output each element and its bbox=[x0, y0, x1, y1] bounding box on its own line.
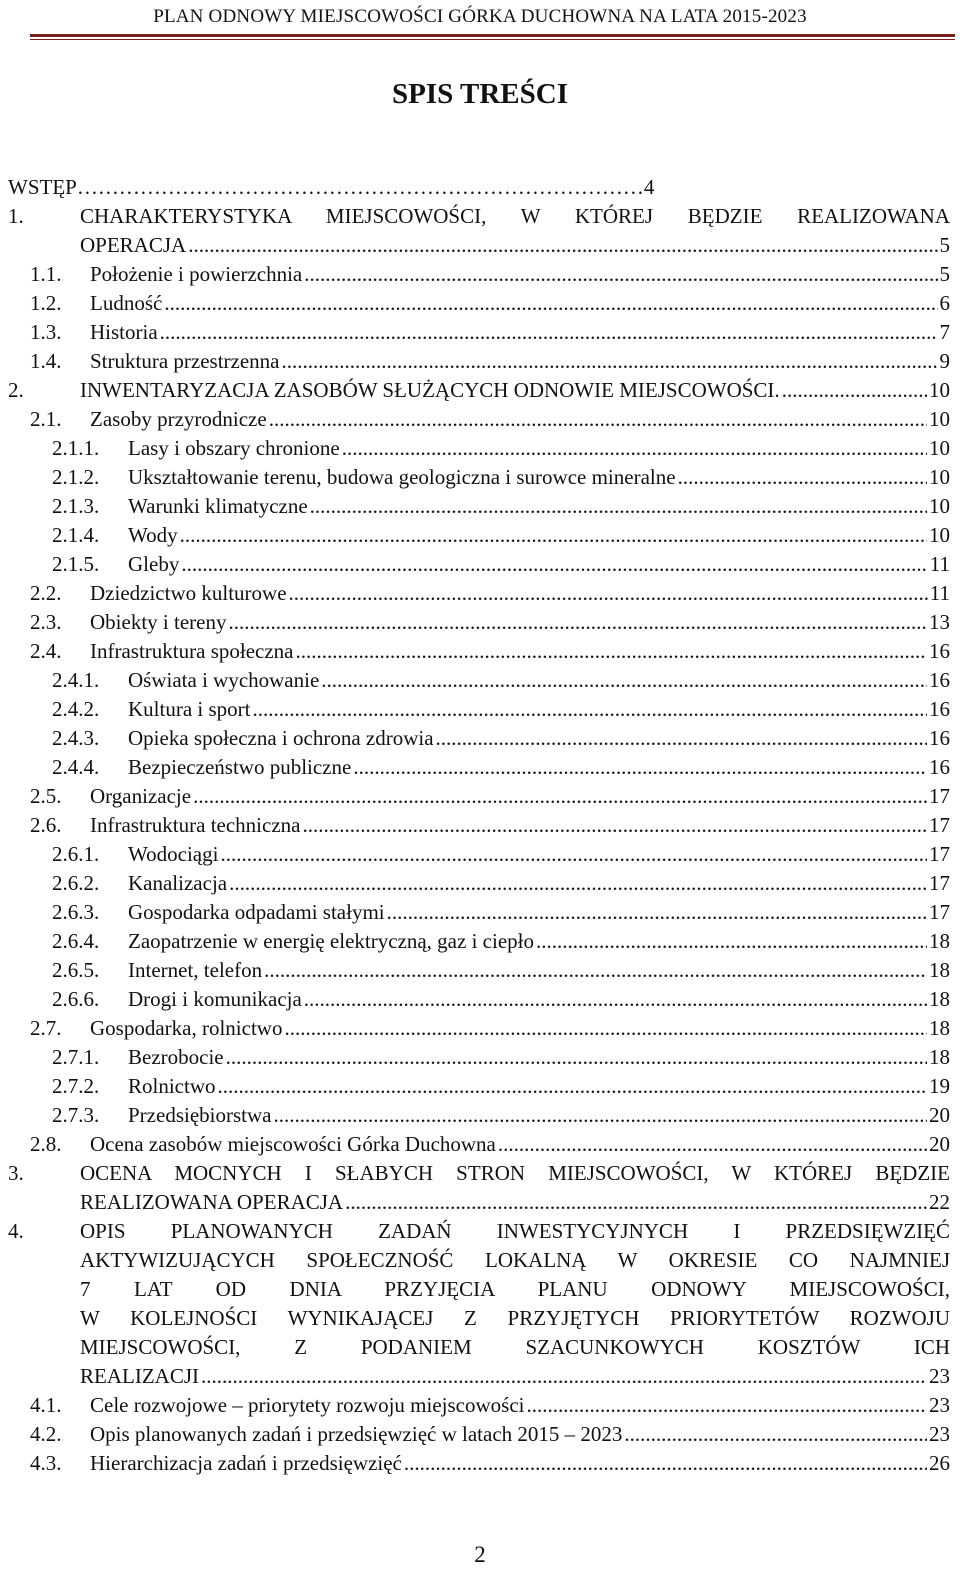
toc-entry-page: 16 bbox=[929, 668, 950, 692]
toc-entry-page: 10 bbox=[929, 436, 950, 460]
toc-entry-page: 17 bbox=[929, 842, 950, 866]
toc-entry-text: Przedsiębiorstwa bbox=[128, 1103, 272, 1127]
dot-leader bbox=[226, 1043, 927, 1072]
toc-entry-text: Wodociągi bbox=[128, 842, 219, 866]
toc-entry-text: Opieka społeczna i ochrona zdrowia bbox=[128, 726, 434, 750]
dot-leader bbox=[387, 898, 927, 927]
toc-entry-text: Położenie i powierzchnia bbox=[90, 262, 303, 286]
dot-leader bbox=[304, 985, 927, 1014]
toc-entry-number: 2.4.1. bbox=[52, 668, 100, 692]
toc-entry-number: 2.1.4. bbox=[52, 523, 100, 547]
table-of-contents bbox=[8, 173, 950, 1478]
toc-entry-page: 16 bbox=[929, 639, 950, 663]
toc-entry[interactable] bbox=[8, 260, 950, 289]
toc-entry[interactable] bbox=[8, 376, 950, 405]
toc-entry-text: Historia bbox=[90, 320, 158, 344]
toc-entry-text: Gospodarka odpadami stałymi bbox=[128, 900, 385, 924]
dot-leader bbox=[282, 347, 938, 376]
toc-entry[interactable] bbox=[8, 1217, 950, 1391]
toc-entry-text: Ukształtowanie terenu, budowa geologiczna i surowce mineralne bbox=[128, 465, 676, 489]
toc-entry-page: 17 bbox=[929, 900, 950, 924]
toc-entry[interactable] bbox=[8, 1420, 950, 1449]
dot-leader bbox=[624, 1420, 927, 1449]
toc-entry-page: 10 bbox=[929, 407, 950, 431]
toc-entry[interactable] bbox=[8, 550, 950, 579]
toc-entry-page: 20 bbox=[929, 1132, 950, 1156]
toc-entry-number: 2.8. bbox=[30, 1132, 62, 1156]
toc-entry[interactable] bbox=[8, 173, 950, 202]
toc-entry-text: Ocena zasobów miejscowości Górka Duchowna bbox=[90, 1132, 496, 1156]
toc-entry[interactable] bbox=[8, 521, 950, 550]
toc-entry-page: 17 bbox=[929, 784, 950, 808]
toc-entry-number: 2.5. bbox=[30, 784, 62, 808]
toc-entry[interactable] bbox=[8, 666, 950, 695]
toc-entry-page: 11 bbox=[929, 552, 950, 576]
toc-entry-number: 2.7.2. bbox=[52, 1074, 100, 1098]
toc-entry-text: OPERACJA bbox=[80, 233, 187, 257]
toc-entry-text: Lasy i obszary chronione bbox=[128, 436, 340, 460]
toc-entry-number: 2.6.6. bbox=[52, 987, 100, 1011]
toc-entry-page: 17 bbox=[929, 871, 950, 895]
toc-entry-number: 1.4. bbox=[30, 349, 62, 373]
toc-entry-text: WSTĘP………………………………………………………………………4 bbox=[8, 175, 655, 199]
toc-entry-page: 10 bbox=[929, 378, 950, 402]
toc-entry-number: 2.1.3. bbox=[52, 494, 100, 518]
toc-entry-number: 2.1. bbox=[30, 407, 62, 431]
toc-entry-page: 16 bbox=[929, 755, 950, 779]
dot-leader bbox=[321, 666, 927, 695]
toc-entry-page: 16 bbox=[929, 697, 950, 721]
toc-entry-number: 4.3. bbox=[30, 1451, 62, 1475]
toc-entry-text: Dziedzictwo kulturowe bbox=[90, 581, 287, 605]
dot-leader bbox=[180, 521, 927, 550]
toc-entry[interactable] bbox=[8, 492, 950, 521]
toc-entry-page: 23 bbox=[929, 1422, 950, 1446]
toc-entry-number: 2.2. bbox=[30, 581, 62, 605]
toc-entry-number: 2.4.3. bbox=[52, 726, 100, 750]
toc-entry-page: 18 bbox=[929, 929, 950, 953]
toc-entry-text: Bezpieczeństwo publiczne bbox=[128, 755, 352, 779]
toc-entry-page: 18 bbox=[929, 1045, 950, 1069]
toc-entry[interactable] bbox=[8, 1159, 950, 1217]
toc-entry-number: 2.6.5. bbox=[52, 958, 100, 982]
dot-leader bbox=[164, 289, 937, 318]
toc-entry[interactable] bbox=[8, 985, 950, 1014]
toc-entry[interactable] bbox=[8, 782, 950, 811]
toc-entry[interactable] bbox=[8, 1014, 950, 1043]
toc-entry[interactable] bbox=[8, 724, 950, 753]
toc-entry-text: Ludność bbox=[90, 291, 163, 315]
dot-leader bbox=[228, 608, 927, 637]
toc-entry-page: 22 bbox=[929, 1190, 950, 1214]
toc-entry-page: 16 bbox=[929, 726, 950, 750]
toc-entry-number: 2.7. bbox=[30, 1016, 62, 1040]
toc-entry-text: Struktura przestrzenna bbox=[90, 349, 280, 373]
toc-entry-text: INWENTARYZACJA ZASOBÓW SŁUŻĄCYCH ODNOWIE MIEJSCOWOŚCI. bbox=[80, 378, 780, 402]
toc-entry-number: 2.7.1. bbox=[52, 1045, 100, 1069]
toc-entry-page: 18 bbox=[929, 958, 950, 982]
toc-entry-text-line: OCENA MOCNYCH I SŁABYCH STRON MIEJSCOWOŚCI, W KTÓREJ BĘDZIE bbox=[80, 1161, 950, 1185]
toc-entry[interactable] bbox=[8, 956, 950, 985]
toc-entry-text: REALIZACJI bbox=[80, 1364, 199, 1388]
toc-entry-page: 5 bbox=[939, 233, 950, 257]
toc-entry[interactable] bbox=[8, 1130, 950, 1159]
toc-entry-number: 2.6.1. bbox=[52, 842, 100, 866]
dot-leader bbox=[273, 1101, 927, 1130]
toc-entry-number: 2. bbox=[8, 378, 24, 402]
dot-leader bbox=[229, 869, 927, 898]
header-rule-thin bbox=[30, 39, 955, 40]
toc-entry[interactable] bbox=[8, 1391, 950, 1420]
dot-leader bbox=[353, 753, 927, 782]
dot-leader bbox=[302, 811, 927, 840]
toc-entry-number: 2.1.1. bbox=[52, 436, 100, 460]
toc-entry-page: 23 bbox=[929, 1393, 950, 1417]
header-rule-thick bbox=[30, 34, 955, 37]
toc-entry-number: 2.6. bbox=[30, 813, 62, 837]
toc-entry-text: Infrastruktura społeczna bbox=[90, 639, 294, 663]
dot-leader bbox=[342, 434, 927, 463]
toc-entry-text: Zaopatrzenie w energię elektryczną, gaz i ciepło bbox=[128, 929, 534, 953]
toc-entry[interactable] bbox=[8, 898, 950, 927]
toc-entry[interactable] bbox=[8, 637, 950, 666]
dot-leader bbox=[536, 927, 927, 956]
toc-entry-text: Zasoby przyrodnicze bbox=[90, 407, 267, 431]
toc-entry-number: 2.4.2. bbox=[52, 697, 100, 721]
toc-entry-text: Gleby bbox=[128, 552, 180, 576]
toc-entry[interactable] bbox=[8, 1449, 950, 1478]
dot-leader bbox=[218, 1072, 928, 1101]
toc-title: SPIS TREŚCI bbox=[392, 78, 568, 110]
dot-leader bbox=[782, 376, 927, 405]
toc-entry-number: 1.1. bbox=[30, 262, 62, 286]
toc-entry[interactable] bbox=[8, 202, 950, 260]
toc-entry-number: 1. bbox=[8, 204, 24, 228]
toc-entry-page: 10 bbox=[929, 465, 950, 489]
toc-entry-text-line: 7 LAT OD DNIA PRZYJĘCIA PLANU ODNOWY MIEJSCOWOŚCI, bbox=[80, 1277, 950, 1301]
toc-entry-number: 4.1. bbox=[30, 1393, 62, 1417]
toc-entry[interactable] bbox=[8, 463, 950, 492]
toc-entry-page: 6 bbox=[939, 291, 950, 315]
page-number: 2 bbox=[474, 1542, 486, 1567]
dot-leader bbox=[220, 840, 927, 869]
toc-entry[interactable] bbox=[8, 579, 950, 608]
dot-leader bbox=[264, 956, 927, 985]
toc-entry-text: Cele rozwojowe – priorytety rozwoju miejscowości bbox=[90, 1393, 525, 1417]
toc-entry-text: Hierarchizacja zadań i przedsięwzięć bbox=[90, 1451, 402, 1475]
toc-entry-number: 2.3. bbox=[30, 610, 62, 634]
dot-leader bbox=[526, 1391, 927, 1420]
toc-entry-text: Wody bbox=[128, 523, 178, 547]
toc-entry[interactable] bbox=[8, 1072, 950, 1101]
toc-entry-text: Infrastruktura techniczna bbox=[90, 813, 301, 837]
toc-entry-number: 4.2. bbox=[30, 1422, 62, 1446]
toc-entry-page: 7 bbox=[939, 320, 950, 344]
toc-entry-number: 2.4.4. bbox=[52, 755, 100, 779]
dot-leader bbox=[310, 492, 927, 521]
toc-entry-page: 9 bbox=[939, 349, 950, 373]
dot-leader bbox=[188, 231, 937, 260]
running-header: PLAN ODNOWY MIEJSCOWOŚCI GÓRKA DUCHOWNA NA LATA 2015-2023 bbox=[153, 6, 807, 27]
toc-entry[interactable] bbox=[8, 753, 950, 782]
toc-entry-number: 3. bbox=[8, 1161, 24, 1185]
toc-entry-page: 23 bbox=[929, 1364, 950, 1388]
toc-entry-page: 17 bbox=[929, 813, 950, 837]
toc-entry-text-line: OPIS PLANOWANYCH ZADAŃ INWESTYCYJNYCH I PRZEDSIĘWZIĘĆ bbox=[80, 1219, 950, 1243]
dot-leader bbox=[160, 318, 938, 347]
toc-entry-number: 2.1.2. bbox=[52, 465, 100, 489]
dot-leader bbox=[252, 695, 927, 724]
toc-entry-number: 2.6.2. bbox=[52, 871, 100, 895]
toc-entry[interactable] bbox=[8, 434, 950, 463]
toc-entry[interactable] bbox=[8, 608, 950, 637]
dot-leader bbox=[404, 1449, 927, 1478]
toc-entry-text: Opis planowanych zadań i przedsięwzięć w latach 2015 – 2023 bbox=[90, 1422, 623, 1446]
dot-leader bbox=[269, 405, 927, 434]
toc-entry-page: 5 bbox=[939, 262, 950, 286]
toc-entry-number: 2.1.5. bbox=[52, 552, 100, 576]
toc-entry[interactable] bbox=[8, 1043, 950, 1072]
toc-entry-page: 19 bbox=[929, 1074, 950, 1098]
dot-leader bbox=[296, 637, 928, 666]
toc-entry-text-line: MIEJSCOWOŚCI, Z PODANIEM SZACUNKOWYCH KOSZTÓW ICH bbox=[80, 1335, 950, 1359]
toc-entry-page: 10 bbox=[929, 523, 950, 547]
toc-entry[interactable] bbox=[8, 927, 950, 956]
toc-entry[interactable] bbox=[8, 405, 950, 434]
toc-entry-number: 2.4. bbox=[30, 639, 62, 663]
toc-entry-number: 2.7.3. bbox=[52, 1103, 100, 1127]
toc-entry[interactable] bbox=[8, 695, 950, 724]
toc-entry-text: Kanalizacja bbox=[128, 871, 228, 895]
dot-leader bbox=[304, 260, 937, 289]
toc-entry-text: Oświata i wychowanie bbox=[128, 668, 320, 692]
toc-entry-number: 1.3. bbox=[30, 320, 62, 344]
toc-entry-text: Bezrobocie bbox=[128, 1045, 224, 1069]
toc-entry-text: Organizacje bbox=[90, 784, 192, 808]
toc-entry[interactable] bbox=[8, 869, 950, 898]
toc-entry-page: 20 bbox=[929, 1103, 950, 1127]
toc-entry[interactable] bbox=[8, 289, 950, 318]
dot-leader bbox=[289, 579, 928, 608]
toc-entry-text-line: W KOLEJNOŚCI WYNIKAJĄCEJ Z PRZYJĘTYCH PRIORYTETÓW ROZWOJU bbox=[80, 1306, 950, 1330]
toc-entry[interactable] bbox=[8, 318, 950, 347]
dot-leader bbox=[193, 782, 927, 811]
toc-entry-text: Rolnictwo bbox=[128, 1074, 216, 1098]
toc-entry-text: Drogi i komunikacja bbox=[128, 987, 302, 1011]
toc-entry-page: 26 bbox=[929, 1451, 950, 1475]
toc-entry[interactable] bbox=[8, 840, 950, 869]
dot-leader bbox=[436, 724, 927, 753]
toc-entry-text: Kultura i sport bbox=[128, 697, 251, 721]
toc-entry-number: 2.6.3. bbox=[52, 900, 100, 924]
toc-entry-page: 13 bbox=[929, 610, 950, 634]
toc-entry-text: REALIZOWANA OPERACJA bbox=[80, 1190, 344, 1214]
toc-entry-number: 1.2. bbox=[30, 291, 62, 315]
dot-leader bbox=[201, 1362, 927, 1391]
toc-entry-number: 2.6.4. bbox=[52, 929, 100, 953]
toc-entry[interactable] bbox=[8, 811, 950, 840]
dot-leader bbox=[678, 463, 927, 492]
toc-entry-page: 18 bbox=[929, 987, 950, 1011]
dot-leader bbox=[345, 1188, 927, 1217]
toc-entry-text: Warunki klimatyczne bbox=[128, 494, 308, 518]
toc-entry-page: 18 bbox=[929, 1016, 950, 1040]
dot-leader bbox=[284, 1014, 927, 1043]
toc-entry[interactable] bbox=[8, 1101, 950, 1130]
dot-leader bbox=[498, 1130, 927, 1159]
dot-leader bbox=[181, 550, 927, 579]
toc-entry-text-line: CHARAKTERYSTYKA MIEJSCOWOŚCI, W KTÓREJ BĘDZIE REALIZOWANA bbox=[80, 204, 950, 228]
toc-entry-text-line: AKTYWIZUJĄCYCH SPOŁECZNOŚĆ LOKALNĄ W OKRESIE CO NAJMNIEJ bbox=[80, 1248, 950, 1272]
toc-entry[interactable] bbox=[8, 347, 950, 376]
toc-entry-text: Gospodarka, rolnictwo bbox=[90, 1016, 283, 1040]
toc-entry-text: Internet, telefon bbox=[128, 958, 263, 982]
toc-entry-text: Obiekty i tereny bbox=[90, 610, 227, 634]
toc-entry-page: 10 bbox=[929, 494, 950, 518]
toc-entry-number: 4. bbox=[8, 1219, 24, 1243]
toc-entry-page: 11 bbox=[929, 581, 950, 605]
